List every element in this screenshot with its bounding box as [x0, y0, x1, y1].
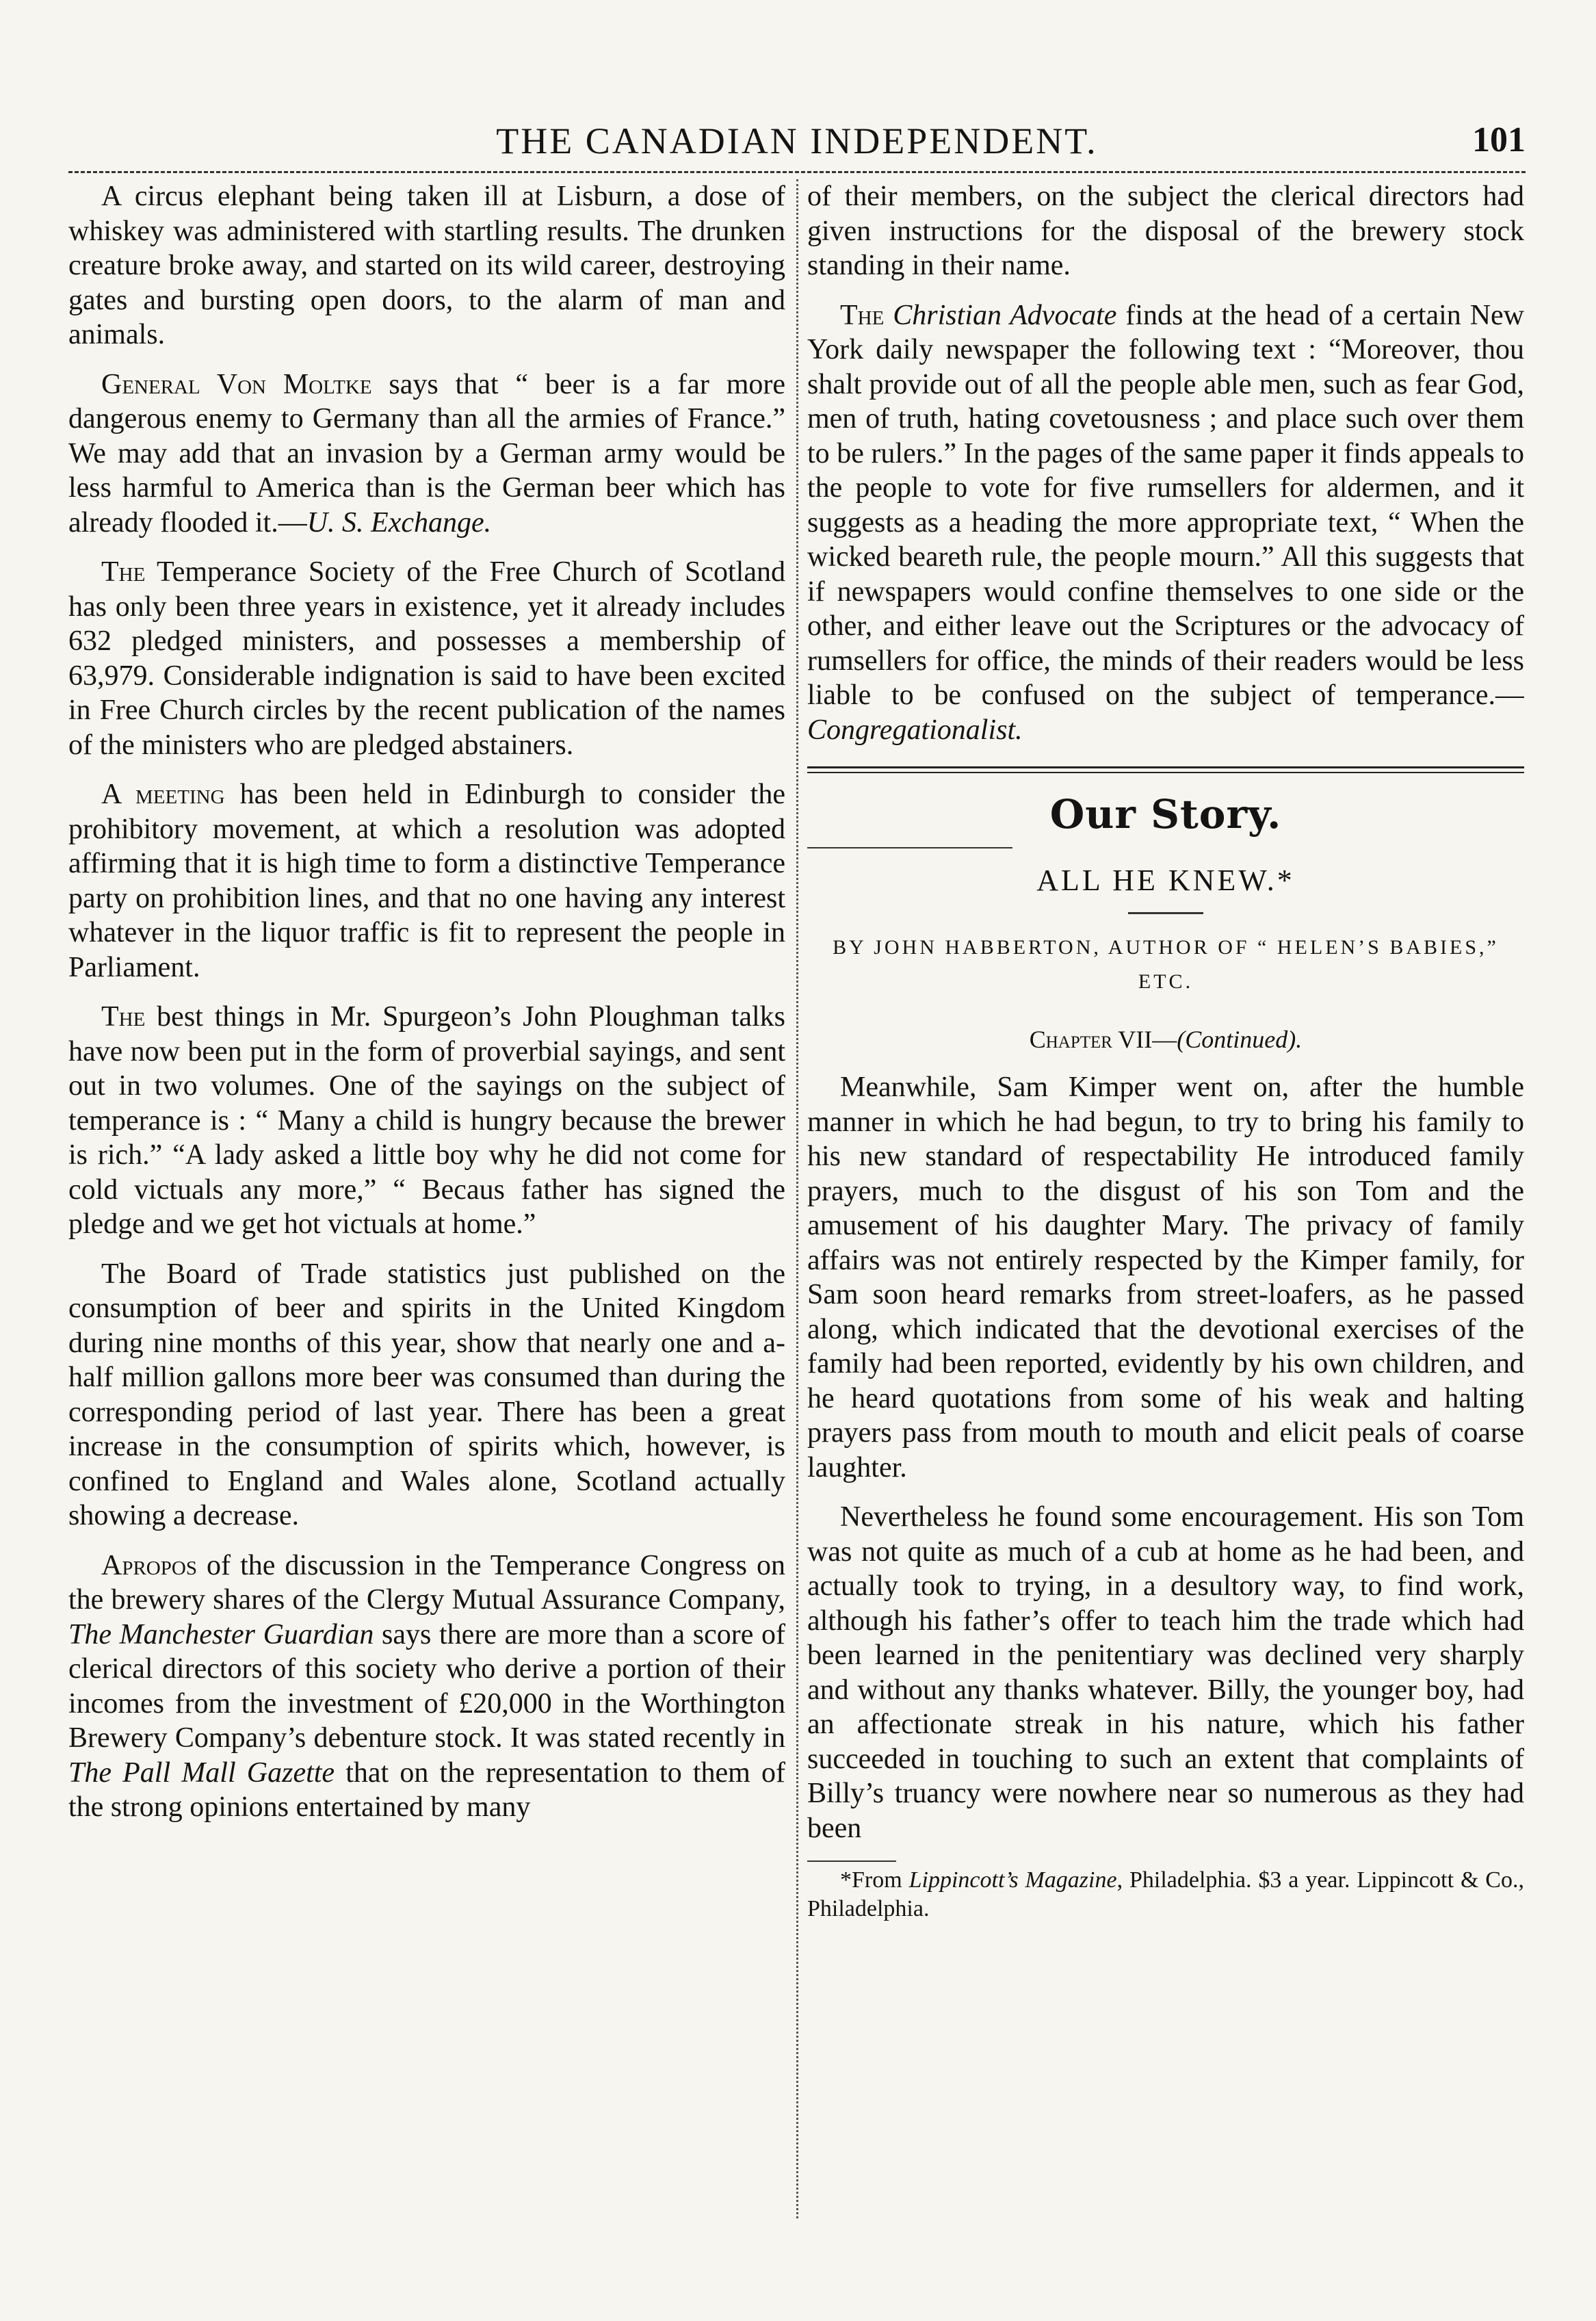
paragraph-circus-elephant: A circus elephant being taken ill at Lisburn, a dose of whiskey was administered with startling results. The drunken creature broke away, and started on its wild career, destroying gates and bursting open doors, to the alarm of man and animals. — [68, 181, 785, 350]
paragraph-text: of the discussion in the Temperance Congress on the brewery shares of the Clergy Mutual Assurance Company, — [68, 1549, 785, 1616]
story-paragraph: Nevertheless he found some encouragement. His son Tom was not quite as much of a cub at home as he had been, and actually took to trying, in a desultory way, to find work, although his father’s offer to teach him the trade which had been learned in the penitentiary was declined very sharply and without any thanks whatever. Billy, the younger boy, had an affectionate streak in his nature, which his father succeeded in touching to such an extent that complaints of Billy’s truancy were nowhere near so numerous as they had been — [807, 1501, 1524, 1844]
paragraph-free-church — [68, 555, 785, 762]
section-subrule — [807, 847, 1012, 848]
paragraph-lead: The — [101, 556, 146, 588]
chapter-note: (Continued). — [1177, 1025, 1303, 1053]
paragraph-text: finds at the head of a certain New York daily newspaper the following text : “Moreover, thou shalt provide out of all the people able men, such as fear God, men of truth, hating covetousness ; and place such over them to be rulers.” In the pages of the same paper it finds appeals to the people to vote for five rumsellers for aldermen, and it suggests as a heading the more appropriate text, “ When the wicked beareth rule, the people mourn.” All this suggests that if newspapers would confine themselves to one side or the other, and either leave out the Scriptures or the advocacy of rumsellers for office, the minds of their readers would be less liable to be confused on the subject of temperance.— — [807, 299, 1524, 711]
paragraph-christian-advocate — [807, 298, 1524, 748]
paragraph-von-moltke — [68, 367, 785, 541]
paragraph-continued: of their members, on the subject the clerical directors had given instructions for the disposal of the brewery stock standing in their name. — [807, 181, 1524, 281]
footnote-text: *From — [840, 1867, 909, 1893]
newspaper-name: The Manchester Guardian — [68, 1618, 374, 1650]
footnote — [807, 1866, 1524, 1923]
section-rule — [807, 766, 1524, 773]
footnote-source: Lippincott’s Magazine — [908, 1867, 1117, 1893]
left-column — [68, 179, 785, 2253]
chapter-heading — [807, 1022, 1524, 1057]
newspaper-name: Christian Advocate — [893, 299, 1117, 331]
paragraph-spurgeon — [68, 1000, 785, 1242]
chapter-label: Chapter VII— — [1029, 1025, 1177, 1053]
footnote-text: , Philadelphia. $3 a year. Lippincott & Co., Philadelphia. — [807, 1867, 1524, 1921]
newspaper-name: The Pall Mall Gazette — [68, 1756, 335, 1789]
paragraph-text: has been held in Edinburgh to consider the prohibitory movement, at which a resolution was adopted affirming that it is high time to form a distinctive Temperance party on prohibition lines, and that no one having any interest whatever in the liquor traffic is fit to represent the people in Parliament. — [68, 779, 785, 983]
story-paragraph: Meanwhile, Sam Kimper went on, after the humble manner in which he had begun, to try to bring his family to his new standard of respectability He introduced family prayers, much to the disgust of his son Tom and the amusement of his daughter Mary. The privacy of family affairs was not entirely respected by the Kimper family, for Sam soon heard remarks from street-loafers, as he passed along, which indicated that the devotional exercises of the family had been reported, evidently by his own children, and he heard quotations from some of his weak and halting prayers pass from mouth to mouth and elicit peals of coarse laughter. — [807, 1072, 1524, 1483]
paragraph-lead: The — [840, 299, 885, 331]
paragraph-board-of-trade: The Board of Trade statistics just published on the consumption of beer and spirits in the United Kingdom during nine months of this year, show that nearly one and a-half million gallons more beer was consumed than during the corresponding period of last year. There has been a great increase in the consumption of spirits which, however, is confined to England and Wales alone, Scotland actually showing a decrease. — [68, 1258, 785, 1531]
paragraph-text: Temperance Society of the Free Church of Scotland has only been three years in existence, yet it already includes 632 pledged ministers, and possesses a membership of 63,979. Considerable indignation is said to have been excited in Free Church circles by the recent publication of the names of the ministers who are pledged abstainers. — [68, 556, 785, 761]
column-divider — [796, 179, 798, 2218]
paragraph-lead: General Von Moltke — [101, 368, 372, 400]
page-header — [68, 113, 1526, 168]
paragraph-lead: A meeting — [101, 779, 225, 810]
paragraph-text: that on the representation to them of the strong opinions entertained by many — [68, 1756, 785, 1823]
page-number: 101 — [1472, 120, 1526, 159]
paragraph-edinburgh-meeting — [68, 777, 785, 985]
header-rule — [68, 171, 1526, 173]
paragraph-source: U. S. Exchange. — [306, 506, 492, 539]
paragraph-lead: Apropos — [101, 1549, 197, 1581]
title-rule — [1128, 912, 1203, 914]
footnote-rule — [807, 1860, 896, 1862]
paragraph-text: says that “ beer is a far more dangerous enemy to Germany than all the armies of France.” We may add that an invasion by a German army would be less harmful to America than is the German beer which has already flooded it.— — [68, 368, 785, 539]
paragraph-text: says there are more than a score of clerical directors of this society who derive a portion of their incomes from the investment of £20,000 in the Worthington Brewery Company’s debenture stock. It was stated recently in — [68, 1618, 785, 1754]
story-title: ALL HE KNEW.* — [1036, 864, 1295, 897]
byline: BY JOHN HABBERTON, AUTHOR OF “ HELEN’S BABIES,” ETC. — [833, 935, 1499, 993]
paragraph-lead: The — [101, 1001, 146, 1033]
paragraph-text: best things in Mr. Spurgeon’s John Ploughman talks have now been put in the form of proverbial sayings, and sent out in two volumes. One of the sayings on the subject of temperance is : “ Many a child is hungry because the brewer is rich.” “A lady asked a little boy why he did not come for cold victuals any more,” “ Becaus father has signed the pledge and we get hot victuals at home.” — [68, 1001, 785, 1240]
paragraph-brewery-shares — [68, 1548, 785, 1825]
right-column — [807, 179, 1524, 2253]
journal-title: THE CANADIAN INDEPENDENT. — [496, 120, 1098, 161]
section-title: Our Story. — [1049, 791, 1282, 838]
paragraph-source: Congregationalist. — [807, 714, 1023, 746]
